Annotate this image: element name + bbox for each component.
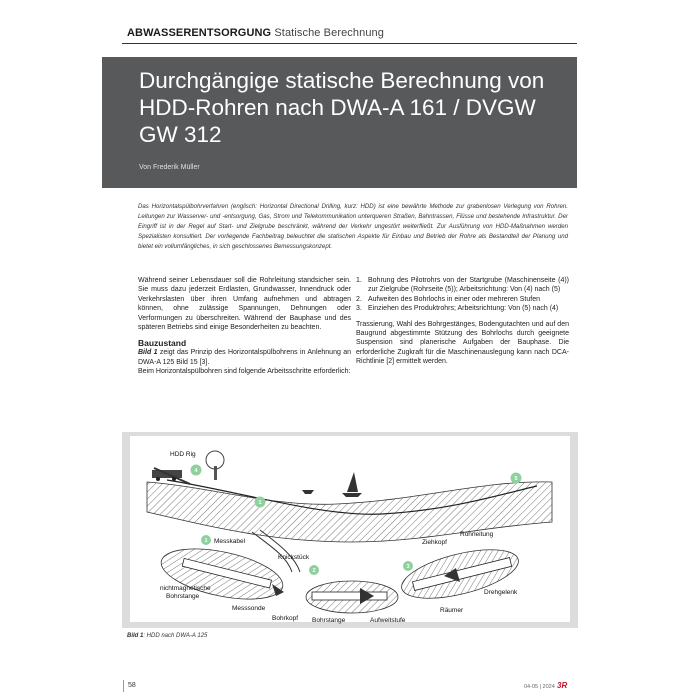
step-text: Aufweiten des Bohrlochs in einer oder mehreren Stufen [368, 295, 540, 303]
reaming-detail [306, 581, 398, 613]
figure-ref-link[interactable]: Bild 1 [138, 349, 158, 357]
hdd-illustration [122, 432, 578, 628]
body-column-left [138, 276, 351, 377]
footer-divider [123, 680, 124, 692]
section-category: ABWASSERENTSORGUNG [127, 27, 272, 39]
page-number: 58 [128, 682, 136, 689]
intro-paragraph: Während seiner Lebensdauer soll die Rohrleitung standsicher sein. Sie muss dazu jederzeit Erdlasten, Grundwasser, Innendruck oder Verkehrslasten über ihren Umfang aufnehmen und abtragen können, ohne zulässige Spannungen, Dehnungen oder Verformungen zu überschreiten. Während der Bauphase und des späteren Betriebs sind einige Besonderheiten zu beachten. [138, 277, 351, 332]
marker-1 [255, 497, 266, 508]
caption-text: : HDD nach DWA-A 125 [143, 633, 208, 639]
section-header [127, 27, 384, 39]
svg-text:1: 1 [204, 538, 208, 544]
marker-detail-2 [309, 565, 319, 575]
svg-text:3: 3 [406, 564, 410, 570]
body-column-right [356, 276, 569, 367]
svg-text:1: 1 [258, 500, 262, 506]
marker-5 [511, 473, 522, 484]
figure-ref-text: zeigt das Prinzip des Horizontalspülbohrens in Anlehnung an DWA-A 125 Bild 15 [3]. [138, 349, 351, 366]
list-item [356, 276, 569, 295]
label-bohrstange-left: Bohrstange [166, 593, 200, 600]
label-rohrleitung: Rohrleitung [460, 531, 494, 538]
label-messsonde: Messsonde [232, 605, 266, 612]
article-author: Von Frederik Müller [139, 164, 200, 171]
label-ziehkopf: Ziehkopf [422, 539, 447, 546]
work-steps-list [356, 276, 569, 314]
marker-detail-1 [201, 535, 211, 545]
article-abstract: Das Horizontalspülbohrverfahren (englisch: Horizontal Directional Drilling, kurz: HDD) ist eine bewährte Methode zur grabenlosen Verlegung von Rohren. Leitungen zur Wasserver- und -entsorgung, Gas, Strom und Telekommunikation unterqueren Straßen, Bahntrassen, Flüsse und bestehende Infrastruktur. Der Eingriff ist in der Regel auf Start- und Zielgrube beschränkt, während der Verkehr ungestört weiterfließt. Zur Ausführung von HDD-Maßnahmen werden Spezialisten konsultiert. Der vorliegende Fachbeitrag beleuchtet die statischen Aspekte für Einbau und Betrieb der Rohre als Bestandteil der Planung und bietet ein vollumfängliches, in sich geschlossenes Bemessungskonzept. [138, 203, 568, 250]
caption-ref: Bild 1 [127, 633, 144, 639]
section-heading-bauzustand: Bauzustand [138, 338, 187, 349]
label-messkabel: Messkabel [214, 538, 246, 545]
steps-intro-paragraph: Beim Horizontalspülbohren sind folgende Arbeitsschritte erforderlich: [138, 368, 351, 376]
figure-reference-paragraph [138, 348, 351, 367]
step-text: Einziehen des Produktrohrs; Arbeitsrichtung: Von (5) nach (4) [368, 305, 559, 313]
figure-caption [127, 633, 207, 639]
issue-label: 04-05 | 2024 [524, 684, 555, 690]
label-knickstueck: Knickstück [278, 554, 310, 561]
step-text: Bohrung des Pilotrohrs von der Startgrube (Maschinenseite (4)) zur Zielgrube (Rohrseite (5)); Arbeitsrichtung: Von (4) nach (5) [368, 277, 569, 294]
label-bohrkopf: Bohrkopf [272, 615, 299, 622]
label-nichtmagnetische: nichtmagnetische [160, 585, 211, 592]
section-subcategory: Statische Berechnung [274, 27, 384, 39]
step-number: 1. [356, 277, 362, 284]
label-drehgelenk: Drehgelenk [484, 589, 518, 596]
article-title: Durchgängige statische Berechnung von HDD-Rohren nach DWA-A 161 / DVGW GW 312 [139, 68, 545, 147]
planning-paragraph: Trassierung, Wahl des Bohrgestänges, Bodengutachten und auf den Baugrund abgestimmte Stützung des Bohrlochs durch geeignete Suspension sind planerische Aufgaben der Bauphase. Die erforderliche Zugkraft für die Maschinenauslegung kann nach DCA-Richtlinie [2] ermittelt werden. [356, 320, 569, 366]
figure-hdd-diagram [122, 432, 578, 628]
label-bohrstange: Bohrstange [312, 617, 346, 624]
label-aufweitstufe: Aufweitstufe [370, 617, 406, 624]
step-number: 2. [356, 295, 362, 303]
label-raeumer: Räumer [440, 607, 464, 614]
label-hdd-rig: HDD Rig [170, 451, 196, 458]
svg-text:2: 2 [312, 568, 316, 574]
publication-logo: 3R [557, 681, 568, 690]
section-divider [122, 43, 577, 44]
list-item [356, 295, 569, 304]
list-item [356, 304, 569, 313]
title-banner [102, 57, 577, 188]
svg-text:5: 5 [514, 476, 518, 482]
svg-text:4: 4 [194, 468, 198, 474]
marker-4 [191, 465, 202, 476]
marker-detail-3 [403, 561, 413, 571]
step-number: 3. [356, 305, 362, 313]
